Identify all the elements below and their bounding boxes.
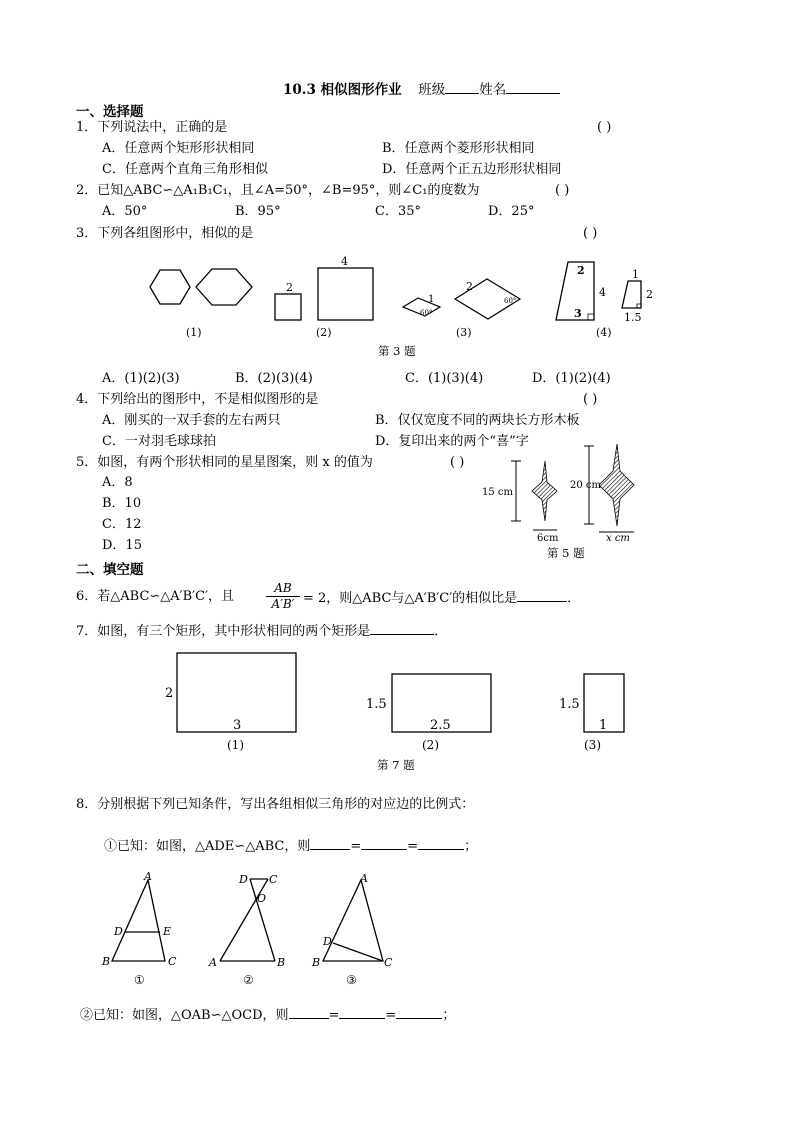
star-big-width: x cm [606,533,630,544]
tr-small-side: 2 [646,288,653,301]
tr-small-bottom: 1.5 [624,311,642,324]
q1-stem: 1．下列说法中，正确的是 [76,120,228,135]
q3-caption: 第 3 题 [378,344,416,358]
sq-small-side: 2 [286,281,293,294]
fig1-number: ① [134,973,145,987]
q4-stem: 4．下列给出的图形中，不是相似图形的是 [76,392,319,407]
star-small-width: 6cm [537,533,559,544]
q4-option-d: D．复印出来的两个“喜”字 [375,434,529,449]
fig1-C: C [168,955,177,968]
square-small [275,294,301,320]
fig3-C: C [384,956,393,969]
semicolon: ； [464,839,478,854]
q8-part2-text: ②已知：如图，△OAB∽△OCD，则 [80,1008,289,1023]
q8-part1-blank-1[interactable] [310,837,350,850]
q2-option-d: D．25° [488,204,535,219]
q5-option-a: A．8 [102,475,133,490]
fig3-B: B [312,956,321,969]
r1-caption: (1) [227,738,244,752]
q5-option-c: C．12 [102,517,142,532]
r2-height: 1.5 [366,697,387,712]
q1-option-a: A．任意两个矩形形状相同 [102,141,255,156]
fig2-number: ② [243,973,254,987]
q8-part1-blank-3[interactable] [418,837,464,850]
fig2-O: O [257,892,267,905]
fig2-C: C [269,873,278,886]
tr-big-top: 2 [577,264,585,277]
q4-option-c: C．一对羽毛球球拍 [102,434,216,449]
triangle-abc-1 [112,880,165,961]
star-big-height: 20 cm [570,480,601,491]
triangle-abc-3 [323,880,383,961]
q3-option-a: A．(1)(2)(3) [102,371,180,386]
q1-option-d: D．任意两个正五边形形状相同 [382,162,562,177]
title-main: 10.3 相似图形作业 [283,82,402,98]
q4-option-b: B．仅仅宽度不同的两块长方形木板 [375,413,580,428]
r3-width: 1 [599,718,608,733]
equals-sign: = [385,1008,397,1023]
hexagon-small [150,270,190,304]
q5-option-d: D．15 [102,538,142,553]
q3-figure [0,250,794,340]
r1-width: 3 [233,718,242,733]
q3-stem: 3．下列各组图形中，相似的是 [76,226,254,241]
hexagon-wide [196,269,252,305]
fig3-A: A [360,872,368,885]
name-blank[interactable] [506,81,560,94]
q2-option-c: C．35° [375,204,421,219]
q7-caption: 第 7 题 [377,758,415,772]
fig2-D: D [239,873,248,886]
q7-blank[interactable] [370,622,434,635]
r1-height: 2 [165,686,174,701]
equals-sign: = [350,839,362,854]
fig3-number: ③ [346,973,357,987]
sq-big-side: 4 [341,255,348,268]
class-blank[interactable] [445,81,479,94]
q8-part1 [104,837,477,855]
q5-stem: 5．如图，有两个形状相同的星星图案，则 x 的值为 [76,455,373,470]
tr-big-side: 4 [599,286,606,299]
q2-option-a: A．50° [102,204,148,219]
fig3-D: D [323,935,332,948]
q8-part1-blank-2[interactable] [361,837,407,850]
q7-stem: 7．如图，有三个矩形，其中形状相同的两个矩形是 ． [76,624,448,639]
q6-post: = 2，则△ABC与△A′B′C′的相似比是 ． [303,591,581,606]
rh-big-side: 2 [466,280,473,293]
q8-part2-blank-3[interactable] [396,1006,442,1019]
equals-sign: = [328,1008,340,1023]
q1-option-b: B．任意两个菱形形状相同 [382,141,535,156]
fig1-D: D [114,925,123,938]
q6-fraction-denominator: A′B′ [271,597,295,611]
q3-answer-paren[interactable]: ( ) [583,226,598,241]
fig1-E: E [163,925,172,938]
q8-figure [0,865,794,990]
q2-stem: 2．已知△ABC∽△A₁B₁C₁，且∠A=50°，∠B=95°，则∠C₁的度数为 [76,183,480,198]
q8-part2-blank-2[interactable] [339,1006,385,1019]
q6-fraction [266,581,300,612]
q4-option-a: A．刚买的一双手套的左右两只 [102,413,281,428]
q3-option-d: D．(1)(2)(4) [532,371,611,386]
fig2-A: A [209,956,217,969]
q5-figure [0,430,794,550]
q3-label-1: (1) [186,326,202,339]
q8-part2-blank-1[interactable] [289,1006,329,1019]
rh-small-angle: 60° [420,309,433,317]
fig1-B: B [102,955,111,968]
star-small-height: 15 cm [482,487,513,498]
tr-small-top: 1 [632,268,639,281]
page-title [283,78,560,98]
fig2-B: B [277,956,286,969]
q6-fraction-numerator: AB [266,581,300,597]
name-label: 姓名 [479,82,507,98]
q5-option-b: B．10 [102,496,142,511]
r2-caption: (2) [422,738,439,752]
rh-small-side: 1 [428,294,435,305]
section-choice: 一、选择题 [76,104,144,120]
q1-option-c: C．任意两个直角三角形相似 [102,162,268,177]
q3-label-2: (2) [316,326,332,339]
q7-figure [0,640,794,755]
q5-caption: 第 5 题 [547,546,585,560]
q8-part1-text: ①已知：如图，△ADE∽△ABC，则 [104,839,311,854]
q4-answer-paren[interactable]: ( ) [583,392,598,407]
q6-post-text: = 2，则△ABC与△A′B′C′的相似比是 [303,591,518,606]
semicolon: ； [442,1008,456,1023]
rh-big-angle: 60° [504,297,517,305]
q2-answer-paren[interactable]: ( ) [555,183,570,198]
q3-option-c: C．(1)(3)(4) [405,371,484,386]
square-big [318,268,373,320]
q3-label-4: (4) [596,326,612,339]
small-star [532,461,557,521]
class-label: 班级 [418,82,446,98]
r2-width: 2.5 [430,718,451,733]
q3-option-b: B．(2)(3)(4) [235,371,313,386]
fig1-A: A [144,870,152,883]
section-fill: 二、填空题 [76,562,144,578]
big-star [599,444,634,526]
q3-label-3: (3) [456,326,472,339]
equals-sign: = [407,839,419,854]
q6-pre: 6．若△ABC∽△A′B′C′，且 [76,589,235,604]
r3-caption: (3) [584,738,601,752]
q1-answer-paren[interactable]: ( ) [597,120,612,135]
q7-stem-text: 7．如图，有三个矩形，其中形状相同的两个矩形是 [76,624,371,639]
q8-stem: 8．分别根据下列已知条件，写出各组相似三角形的对应边的比例式： [76,797,475,812]
q2-option-b: B．95° [235,204,281,219]
tr-big-bottom: 3 [574,307,582,320]
q6-blank[interactable] [517,589,567,602]
r3-height: 1.5 [559,697,580,712]
q5-answer-paren[interactable]: ( ) [450,455,465,470]
q8-part2 [80,1006,455,1024]
